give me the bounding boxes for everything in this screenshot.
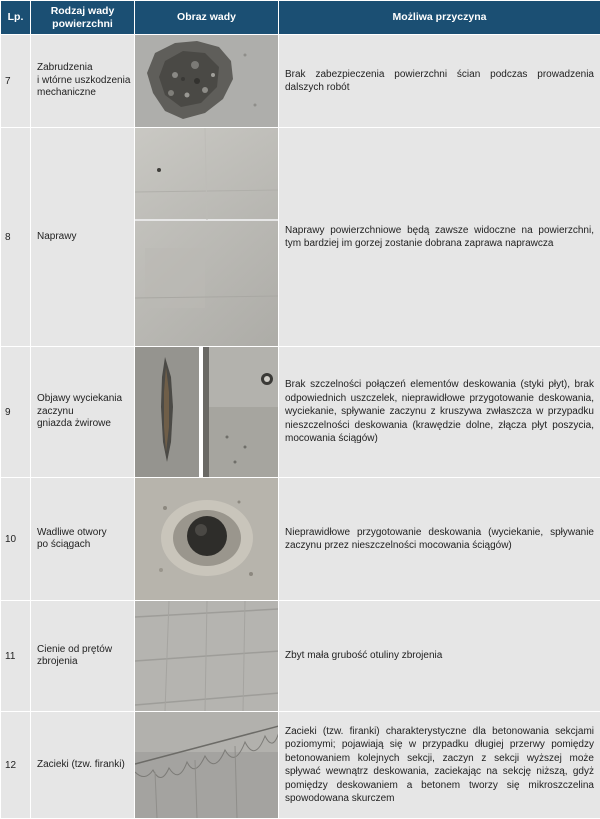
photo-tie-hole — [135, 478, 278, 600]
row-defect-type: Zabrudzenia i wtórne uszkodzenia mechaniczne — [31, 35, 135, 128]
photo-repairs-graphic — [135, 128, 278, 346]
row-lp: 10 — [1, 478, 31, 601]
row-cause: Naprawy powierzchniowe będą zawsze widoczne na powierzchni, tym bardziej im gorzej zostanie dobrana zaprawa naprawcza — [279, 128, 600, 347]
row-defect-type: Objawy wyciekania zaczynu gniazda żwirowe — [31, 347, 135, 478]
defect-image-cell — [135, 601, 279, 712]
header-type-line2: powierzchni — [52, 18, 113, 30]
row-cause: Zbyt mała grubość otuliny zbrojenia — [279, 601, 600, 712]
row-lp: 7 — [1, 35, 31, 128]
photo-leakage — [135, 347, 278, 477]
photo-dirt-damage — [135, 35, 278, 127]
header-lp: Lp. — [1, 1, 31, 35]
header-type-line1: Rodzaj wady — [51, 5, 115, 17]
row-defect-type: Naprawy — [31, 128, 135, 347]
row-defect-type: Zacieki (tzw. firanki) — [31, 712, 135, 819]
defect-image-cell — [135, 712, 279, 819]
table-row — [1, 347, 600, 478]
header-cause: Możliwa przyczyna — [279, 1, 600, 35]
row-lp: 12 — [1, 712, 31, 819]
header-row — [1, 1, 600, 35]
defect-image-cell — [135, 478, 279, 601]
row-cause: Brak szczelności połączeń elementów deskowania (styki płyt), brak odpowiednich uszczelek, nieprawidłowe przygotowanie deskowania, wyciekanie, spływanie zaczynu z kruszywa zwłaszcza w przypadku nieszczelności deskowania (krawędzie dolne, złącza płyt poszycia, mocowania ściągów) — [279, 347, 600, 478]
row-defect-type: Cienie od prętów zbrojenia — [31, 601, 135, 712]
photo-leakage-graphic — [135, 347, 278, 477]
row-lp: 8 — [1, 128, 31, 347]
photo-tie-hole-graphic — [135, 478, 278, 600]
defect-image-cell — [135, 128, 279, 347]
table-row — [1, 128, 600, 347]
table-row — [1, 712, 600, 819]
row-cause: Zacieki (tzw. firanki) charakterystyczne dla betonowania sekcjami poziomymi; pojawiają się w przypadku długiej przerwy pomiędzy betonowaniem kolejnych sekcji, zaczyn z sekcji wyższej może spływać wewnątrz deskowania, zaciekając na sekcję niższą, gdyż pomiędzy deskowaniem a betonem tworzy się mikroszczelina spowodowana skurczem — [279, 712, 600, 819]
header-image: Obraz wady — [135, 1, 279, 35]
photo-repairs — [135, 128, 278, 346]
defect-image-cell — [135, 347, 279, 478]
photo-rebar-shadows-graphic — [135, 601, 278, 711]
table-row — [1, 478, 600, 601]
row-lp: 11 — [1, 601, 31, 712]
table-row — [1, 601, 600, 712]
row-cause: Brak zabezpieczenia powierzchni ścian podczas prowadzenia dalszych robót — [279, 35, 600, 128]
photo-dirt-damage-graphic — [135, 35, 278, 127]
defect-image-cell — [135, 35, 279, 128]
photo-rebar-shadows — [135, 601, 278, 711]
table-row — [1, 35, 600, 128]
row-defect-type: Wadliwe otwory po ściągach — [31, 478, 135, 601]
photo-curtain-streaks — [135, 712, 278, 818]
photo-curtain-streaks-graphic — [135, 712, 278, 818]
row-lp: 9 — [1, 347, 31, 478]
header-type — [31, 1, 135, 35]
row-cause: Nieprawidłowe przygotowanie deskowania (wyciekanie, spływanie zaczynu przez nieszczelności mocowania ściągów) — [279, 478, 600, 601]
